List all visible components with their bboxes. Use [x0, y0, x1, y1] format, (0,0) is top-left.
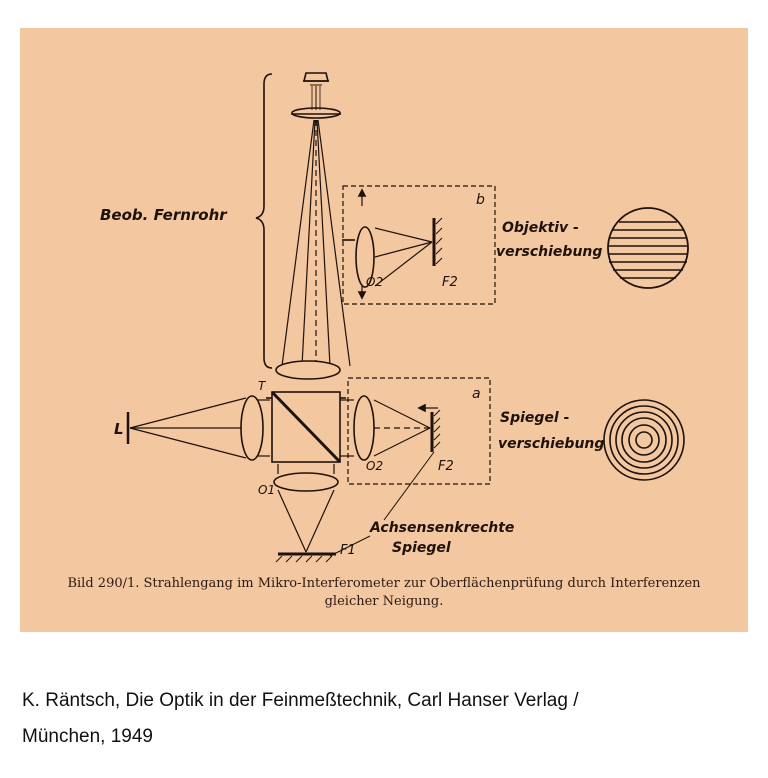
citation-line-1: K. Räntsch, Die Optik in der Feinmeßtechnik, Carl Hanser Verlag / [22, 690, 579, 711]
test-mirror-f1 [276, 554, 336, 562]
label-objective-o2-a: O2 [366, 459, 384, 473]
label-mirror-f2-a: F2 [438, 459, 454, 474]
inset-b-box [342, 186, 495, 304]
label-beam-splitter: T [258, 379, 266, 393]
telescope-bracket [256, 74, 272, 368]
label-mirror-shift-1: Spiegel - [500, 410, 570, 426]
tube-lens [276, 361, 340, 379]
label-mirror-f2-b: F2 [442, 275, 458, 290]
label-inset-b: b [476, 192, 485, 208]
leader-line-f2 [384, 452, 434, 520]
beam-splitter-cube [266, 392, 346, 462]
collector-lens [241, 396, 263, 460]
label-objective-o1: O1 [258, 483, 276, 497]
label-objective-shift-2: verschiebung [496, 244, 603, 260]
label-perp-mirror-1: Achsensenkrechte [370, 520, 515, 536]
label-mirror-f1: F1 [340, 543, 356, 558]
objective-o2 [354, 396, 374, 460]
telescope-rays [282, 120, 350, 366]
label-objective-shift-1: Objektiv - [502, 220, 579, 236]
label-telescope: Beob. Fernrohr [100, 206, 227, 224]
figure-caption-line-1: Bild 290/1. Strahlengang im Mikro-Interferometer zur Oberflächenprüfung durch Interferenzen [67, 576, 701, 591]
eyepiece [291, 73, 341, 118]
optical-path-diagram [20, 28, 748, 632]
figure-caption-line-2: gleicher Neigung. [324, 594, 444, 609]
straight-fringe-pattern [608, 208, 688, 288]
citation-line-2: München, 1949 [22, 726, 153, 747]
objective-o1 [274, 473, 338, 491]
ring-fringe-pattern [604, 400, 684, 480]
label-mirror-shift-2: verschiebung [498, 436, 605, 452]
label-lamp: L [114, 420, 124, 438]
label-inset-a: a [472, 386, 481, 402]
label-perp-mirror-2: Spiegel [392, 540, 451, 556]
label-objective-o2-b: O2 [366, 275, 384, 289]
scanned-figure-plate [20, 28, 748, 632]
